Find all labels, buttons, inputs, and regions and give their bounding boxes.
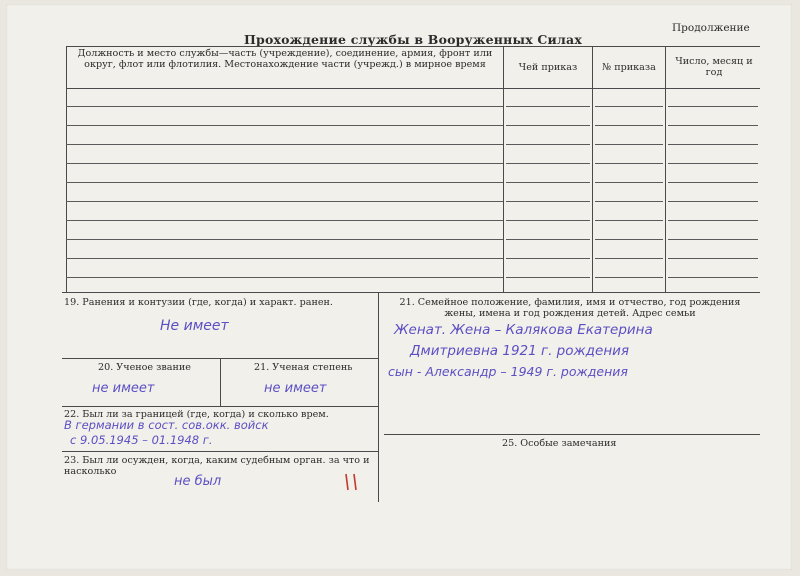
- service-record-card: [6, 4, 792, 570]
- table-row: [506, 258, 590, 259]
- table-row: [595, 182, 663, 183]
- field-21b-value-line1: Женат. Жена – Калякова Екатерина: [394, 322, 653, 338]
- field-25-top-border: [384, 434, 760, 435]
- field-19-label: 19. Ранения и контузии (где, когда) и характ. ранен.: [64, 297, 333, 308]
- field-21b-label: 21. Семейное положение, фамилия, имя и отчество, год рождения жены, имена и год рождения детей. Адрес семьи: [399, 297, 741, 319]
- col-divider-2: [592, 46, 593, 292]
- col-header-order-number: № приказа: [602, 62, 656, 73]
- table-row: [66, 258, 503, 259]
- table-row: [668, 220, 758, 221]
- field-20-divider: [220, 358, 221, 406]
- table-row: [506, 163, 590, 164]
- continuation-label: Продолжение: [672, 22, 750, 34]
- field-22-value-line1: В германии в сост. сов.окк. войск: [64, 418, 269, 432]
- table-row: [668, 201, 758, 202]
- table-row: [506, 144, 590, 145]
- field-23-value: не был: [174, 474, 222, 489]
- table-row: [668, 163, 758, 164]
- page-title: Прохождение службы в Вооруженных Силах: [244, 32, 582, 47]
- table-row: [66, 125, 503, 126]
- table-row: [595, 239, 663, 240]
- table-row: [506, 106, 590, 107]
- table-row: [595, 277, 663, 278]
- table-row: [668, 125, 758, 126]
- table-row: [595, 258, 663, 259]
- table-row: [595, 220, 663, 221]
- table-row: [66, 239, 503, 240]
- table-row: [668, 277, 758, 278]
- table-row: [506, 201, 590, 202]
- col-header-position: Должность и место службы—часть (учреждение), соединение, армия, фронт или округ, флот или флотилия. Местонахождение части (учрежд.) в мирное время: [77, 48, 493, 70]
- table-row: [668, 106, 758, 107]
- field-20-label: 20. Ученое звание: [98, 362, 191, 373]
- field-21b-value-line2: Дмитриевна 1921 г. рождения: [410, 343, 630, 359]
- col-header-whose-order: Чей приказ: [518, 62, 578, 73]
- table-row: [506, 182, 590, 183]
- table-row: [66, 220, 503, 221]
- table-header-border: [66, 88, 760, 89]
- col-divider-3: [665, 46, 666, 292]
- table-row: [66, 201, 503, 202]
- field-22-value-line2: с 9.05.1945 – 01.1948 г.: [70, 433, 213, 447]
- field-19-value: Не имеет: [160, 318, 229, 334]
- field-23-label: 23. Был ли осужден, когда, каким судебным орган. за что и насколько: [64, 455, 370, 477]
- table-row: [506, 277, 590, 278]
- table-left-border: [66, 46, 67, 292]
- table-row: [595, 163, 663, 164]
- field-25-label: 25. Особые замечания: [502, 438, 617, 449]
- table-row: [506, 220, 590, 221]
- lower-section-divider: [378, 292, 379, 502]
- table-row: [595, 201, 663, 202]
- col-header-date: Число, месяц и год: [675, 56, 753, 78]
- table-row: [595, 106, 663, 107]
- field-21a-label: 21. Ученая степень: [254, 362, 353, 373]
- table-row: [668, 239, 758, 240]
- table-row: [668, 258, 758, 259]
- field-20-value: не имеет: [92, 381, 155, 396]
- field-21b-value-line3: сын - Александр – 1949 г. рождения: [388, 364, 628, 379]
- field-23-top-border: [62, 451, 378, 452]
- table-row: [595, 125, 663, 126]
- table-row: [506, 239, 590, 240]
- table-row: [595, 144, 663, 145]
- table-row: [668, 182, 758, 183]
- table-top-border: [66, 46, 760, 47]
- pen-marks: [342, 472, 364, 492]
- table-row: [66, 144, 503, 145]
- field-22-label: 22. Был ли за границей (где, когда) и сколько врем.: [64, 409, 329, 420]
- table-row: [668, 144, 758, 145]
- col-divider-1: [503, 46, 504, 292]
- lower-section-top-border: [62, 292, 760, 293]
- table-row: [66, 182, 503, 183]
- field-21a-value: не имеет: [264, 381, 327, 396]
- table-row: [66, 106, 503, 107]
- field-22-top-border: [62, 406, 378, 407]
- table-row: [66, 277, 503, 278]
- table-row: [506, 125, 590, 126]
- table-row: [66, 163, 503, 164]
